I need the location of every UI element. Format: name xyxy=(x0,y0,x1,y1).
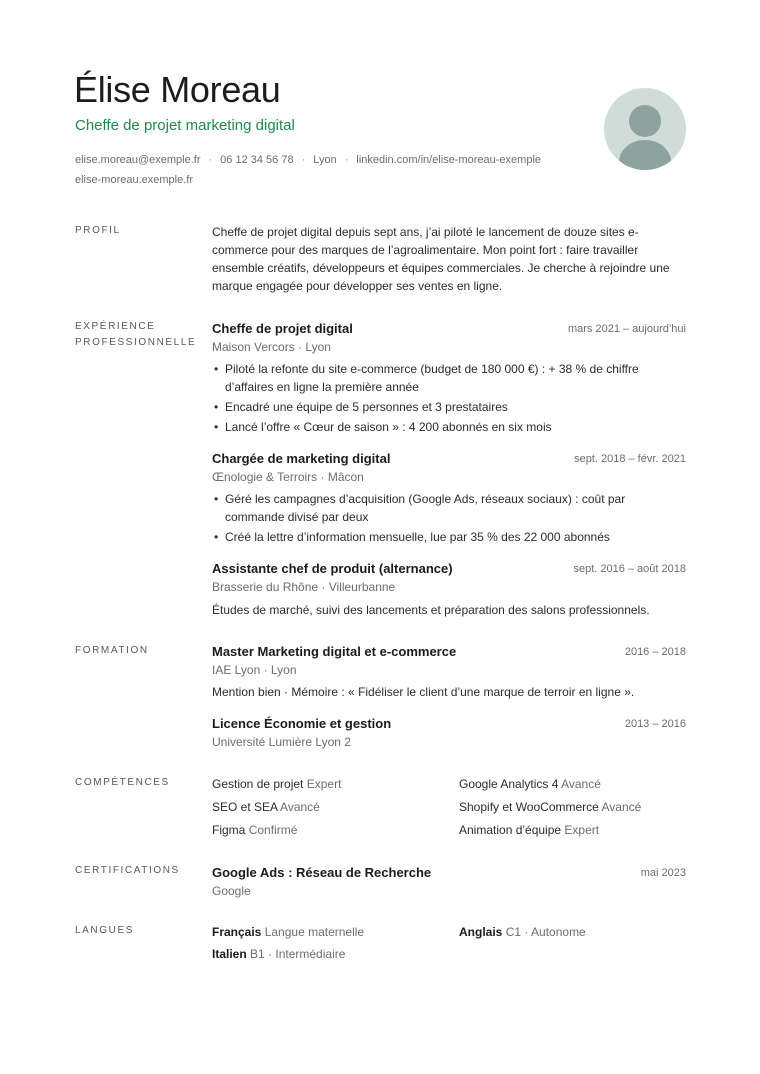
job-title-headline: Cheffe de projet marketing digital xyxy=(75,117,295,134)
phone-number[interactable]: 06 12 34 56 78 xyxy=(220,154,294,166)
experience-bullets xyxy=(212,360,686,436)
experience-bullets xyxy=(212,490,686,546)
language-level: C1 · Autonome xyxy=(505,925,586,939)
skill-name: Shopify et WooCommerce xyxy=(459,800,599,814)
experience-item xyxy=(212,560,686,619)
skill-level: Avancé xyxy=(280,800,320,814)
contact-line-2 xyxy=(75,170,585,190)
bullet-item: • Créé la lettre d’information mensuelle, lue par 35 % des 22 000 abonnés xyxy=(212,528,686,546)
skill-name: Gestion de projet xyxy=(212,777,304,791)
language-name: Italien xyxy=(212,947,247,961)
experience-item xyxy=(212,320,686,438)
experience-dates: mars 2021 – aujourd’hui xyxy=(567,323,686,335)
skill-name: SEO et SEA xyxy=(212,800,278,814)
bullet-item: • Géré les campagnes d’acquisition (Google Ads, réseaux sociaux) : coût par commande divisé par deux xyxy=(212,490,686,526)
language-item xyxy=(459,923,586,941)
skill-name: Animation d’équipe xyxy=(459,823,562,837)
certification-issuer: Google xyxy=(212,884,251,898)
skill-level: Confirmé xyxy=(248,823,298,837)
experience-organization: Brasserie du Rhône · Villeurbanne xyxy=(212,580,396,594)
skill-level: Expert xyxy=(306,777,342,791)
language-item xyxy=(212,923,364,941)
experience-title: Chargée de marketing digital xyxy=(212,451,391,466)
section-label-competences: COMPÉTENCES xyxy=(75,777,170,788)
profile-summary: Cheffe de projet digital depuis sept ans, j’ai piloté le lancement de douze sites e-commerce pour des marques de l’agroalimentaire. Mon point fort : faire travailler ensemble créatifs, développeurs et équipes commerciales. Je cherche à rejoindre une marque engagée pour développer ses ventes en ligne. xyxy=(212,225,670,293)
skill-item xyxy=(459,775,601,793)
skill-item xyxy=(212,821,297,839)
separator: · xyxy=(301,154,306,166)
section-label-certifications: CERTIFICATIONS xyxy=(75,865,180,876)
experience-title: Assistante chef de produit (alternance) xyxy=(212,561,453,576)
education-item xyxy=(212,715,686,751)
experience-dates: sept. 2016 – août 2018 xyxy=(573,563,686,575)
experience-item xyxy=(212,450,686,548)
education-title: Licence Économie et gestion xyxy=(212,716,392,731)
contact-line-1 xyxy=(75,150,585,170)
email-link[interactable]: elise.moreau@exemple.fr xyxy=(75,154,201,166)
certification-item xyxy=(212,864,686,900)
language-level: Langue maternelle xyxy=(264,925,365,939)
bullet-item: • Lancé l’offre « Cœur de saison » : 4 200 abonnés en six mois xyxy=(212,418,686,436)
language-item xyxy=(212,945,345,963)
avatar-head-shape xyxy=(629,105,661,137)
certification-date: mai 2023 xyxy=(640,867,686,879)
section-label-formation: FORMATION xyxy=(75,645,149,656)
experience-dates: sept. 2018 – févr. 2021 xyxy=(574,453,686,465)
section-label-experience: EXPÉRIENCE PROFESSIONNELLE xyxy=(75,321,197,348)
experience-description: Études de marché, suivi des lancements et préparation des salons professionnels. xyxy=(212,603,650,617)
section-label-profil: PROFIL xyxy=(75,225,121,236)
education-dates: 2013 – 2016 xyxy=(624,718,686,730)
avatar-body-shape xyxy=(619,140,671,170)
education-school: IAE Lyon · Lyon xyxy=(212,663,297,677)
contact-info xyxy=(75,150,585,190)
city: Lyon xyxy=(313,154,337,166)
education-item xyxy=(212,643,686,701)
linkedin-link[interactable]: linkedin.com/in/elise-moreau-exemple xyxy=(356,154,542,166)
education-school: Université Lumière Lyon 2 xyxy=(212,735,351,749)
bullet-item: • Piloté la refonte du site e-commerce (budget de 180 000 €) : + 38 % de chiffre d’affaires en ligne la première année xyxy=(212,360,686,396)
education-dates: 2016 – 2018 xyxy=(624,646,686,658)
skill-name: Google Analytics 4 xyxy=(459,777,559,791)
bullet-item: • Encadré une équipe de 5 personnes et 3 prestataires xyxy=(212,398,686,416)
experience-organization: Maison Vercors · Lyon xyxy=(212,340,331,354)
skill-level: Expert xyxy=(564,823,600,837)
section-label-langues: LANGUES xyxy=(75,925,134,936)
skill-level: Avancé xyxy=(601,800,642,814)
candidate-name: Élise Moreau xyxy=(74,69,281,110)
experience-organization: Œnologie & Terroirs · Mâcon xyxy=(212,470,364,484)
avatar xyxy=(604,88,686,170)
skill-name: Figma xyxy=(212,823,246,837)
certification-title: Google Ads : Réseau de Recherche xyxy=(212,865,432,880)
skill-item xyxy=(459,821,599,839)
language-name: Français xyxy=(212,925,262,939)
language-name: Anglais xyxy=(459,925,503,939)
separator: · xyxy=(344,154,349,166)
skill-level: Avancé xyxy=(561,777,601,791)
skill-item xyxy=(212,798,320,816)
skill-item xyxy=(212,775,341,793)
website-link[interactable]: elise-moreau.exemple.fr xyxy=(75,174,193,186)
education-title: Master Marketing digital et e-commerce xyxy=(212,644,457,659)
skill-item xyxy=(459,798,641,816)
separator: · xyxy=(208,154,213,166)
experience-title: Cheffe de projet digital xyxy=(212,321,353,336)
language-level: B1 · Intermédiaire xyxy=(250,947,346,961)
education-description: Mention bien · Mémoire : « Fidéliser le client d’une marque de terroir en ligne ». xyxy=(212,685,635,699)
